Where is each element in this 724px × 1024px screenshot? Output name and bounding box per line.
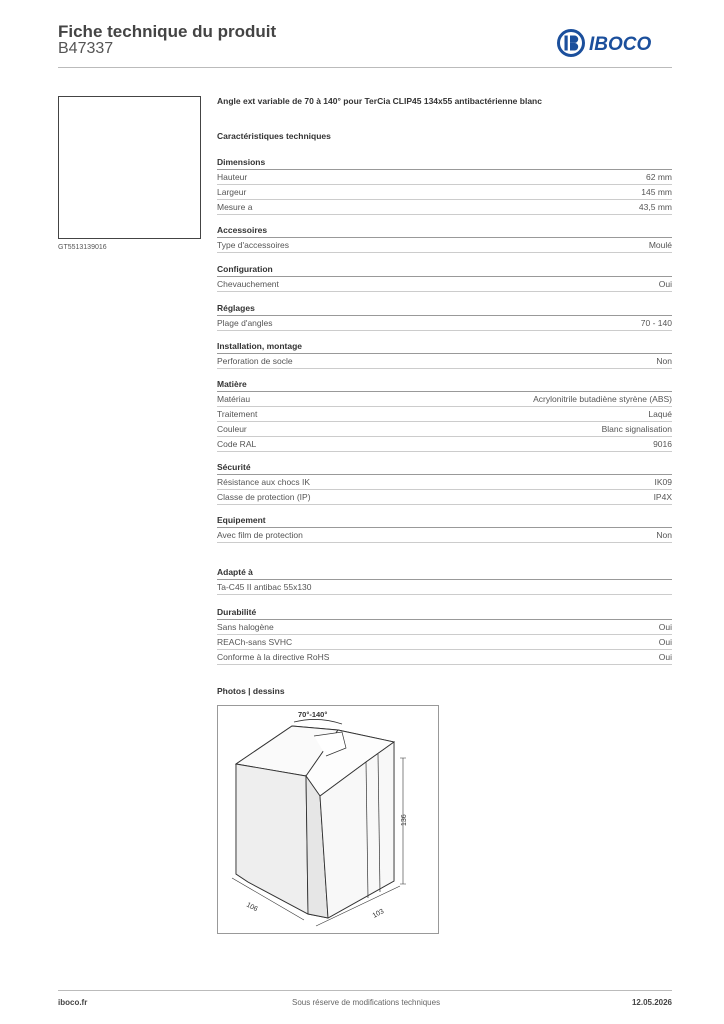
section-title: Equipement bbox=[217, 514, 672, 528]
spec-value: IP4X bbox=[653, 492, 672, 502]
spec-value: 70 - 140 bbox=[640, 318, 672, 328]
spec-value: 43,5 mm bbox=[638, 202, 672, 212]
spec-row bbox=[217, 277, 672, 292]
section-title: Réglages bbox=[217, 302, 672, 316]
section-title: Dimensions bbox=[217, 156, 672, 170]
spec-value: Acrylonitrile butadiène styrène (ABS) bbox=[533, 394, 672, 404]
spec-label: Perforation de socle bbox=[217, 356, 293, 366]
left-dimension-label: 106 bbox=[245, 901, 259, 914]
technical-drawing bbox=[217, 705, 439, 934]
spec-value: Oui bbox=[658, 652, 672, 662]
spec-label: Plage d'angles bbox=[217, 318, 273, 328]
product-title: Angle ext variable de 70 à 140° pour TerCia CLIP45 134x55 antibactérienne blanc bbox=[217, 96, 542, 106]
spec-label: Hauteur bbox=[217, 172, 248, 182]
spec-value: Moulé bbox=[648, 240, 672, 250]
spec-row bbox=[217, 354, 672, 369]
spec-label: Classe de protection (IP) bbox=[217, 492, 311, 502]
spec-value: Oui bbox=[658, 622, 672, 632]
spec-label: Traitement bbox=[217, 409, 258, 419]
spec-row bbox=[217, 528, 672, 543]
spec-value: Non bbox=[656, 530, 672, 540]
section-title: Installation, montage bbox=[217, 340, 672, 354]
spec-label: Mesure a bbox=[217, 202, 253, 212]
section-title: Sécurité bbox=[217, 461, 672, 475]
specs-heading: Caractéristiques techniques bbox=[217, 131, 331, 141]
spec-value: 62 mm bbox=[646, 172, 672, 182]
spec-row bbox=[217, 620, 672, 635]
right-dimension-label: 103 bbox=[371, 908, 386, 920]
spec-label: Largeur bbox=[217, 187, 247, 197]
spec-label: Avec film de protection bbox=[217, 530, 303, 540]
height-label: 136 bbox=[401, 814, 408, 826]
footer-website[interactable]: iboco.fr bbox=[58, 998, 88, 1007]
spec-row bbox=[217, 437, 672, 452]
footer-notice: Sous réserve de modifications techniques bbox=[292, 998, 441, 1007]
spec-label: Couleur bbox=[217, 424, 247, 434]
spec-label: Résistance aux chocs IK bbox=[217, 477, 311, 487]
spec-value: 9016 bbox=[653, 439, 672, 449]
photos-heading: Photos | dessins bbox=[217, 686, 285, 696]
footer-divider bbox=[58, 990, 672, 991]
spec-row bbox=[217, 650, 672, 665]
spec-label: Code RAL bbox=[217, 439, 257, 449]
product-code: B47337 bbox=[58, 40, 114, 57]
section-title: Accessoires bbox=[217, 224, 672, 238]
spec-label: Conforme à la directive RoHS bbox=[217, 652, 330, 662]
product-image bbox=[58, 96, 201, 239]
section-title: Adapté à bbox=[217, 566, 672, 580]
section-title: Matière bbox=[217, 378, 672, 392]
spec-value: Oui bbox=[658, 637, 672, 647]
angle-label: 70°-140° bbox=[298, 710, 328, 719]
spec-row bbox=[217, 490, 672, 505]
spec-value: Laqué bbox=[648, 409, 672, 419]
brand-wordmark: IBOCO bbox=[589, 34, 652, 55]
spec-label: Matériau bbox=[217, 394, 251, 404]
image-reference: GT5513139016 bbox=[58, 244, 107, 251]
spec-value: Non bbox=[656, 356, 672, 366]
section-title: Durabilité bbox=[217, 606, 672, 620]
header-divider bbox=[58, 67, 672, 68]
spec-value: Blanc signalisation bbox=[601, 424, 672, 434]
spec-label: Ta-C45 II antibac 55x130 bbox=[217, 582, 312, 592]
footer-date: 12.05.2026 bbox=[631, 998, 672, 1007]
spec-value: 145 mm bbox=[641, 187, 672, 197]
spec-row bbox=[217, 200, 672, 215]
spec-row bbox=[217, 170, 672, 185]
spec-row bbox=[217, 185, 672, 200]
spec-row bbox=[217, 580, 672, 595]
spec-row bbox=[217, 316, 672, 331]
spec-label: Type d'accessoires bbox=[217, 240, 290, 250]
spec-row bbox=[217, 238, 672, 253]
spec-row bbox=[217, 475, 672, 490]
spec-row bbox=[217, 422, 672, 437]
spec-row bbox=[217, 635, 672, 650]
section-title: Configuration bbox=[217, 263, 672, 277]
spec-value: Oui bbox=[658, 279, 672, 289]
spec-value: IK09 bbox=[654, 477, 672, 487]
spec-label: REACh-sans SVHC bbox=[217, 637, 293, 647]
brand-logo[interactable] bbox=[557, 29, 673, 57]
spec-row bbox=[217, 392, 672, 407]
spec-label: Chevauchement bbox=[217, 279, 279, 289]
page-title: Fiche technique du produit bbox=[58, 22, 277, 41]
spec-row bbox=[217, 407, 672, 422]
spec-label: Sans halogène bbox=[217, 622, 274, 632]
